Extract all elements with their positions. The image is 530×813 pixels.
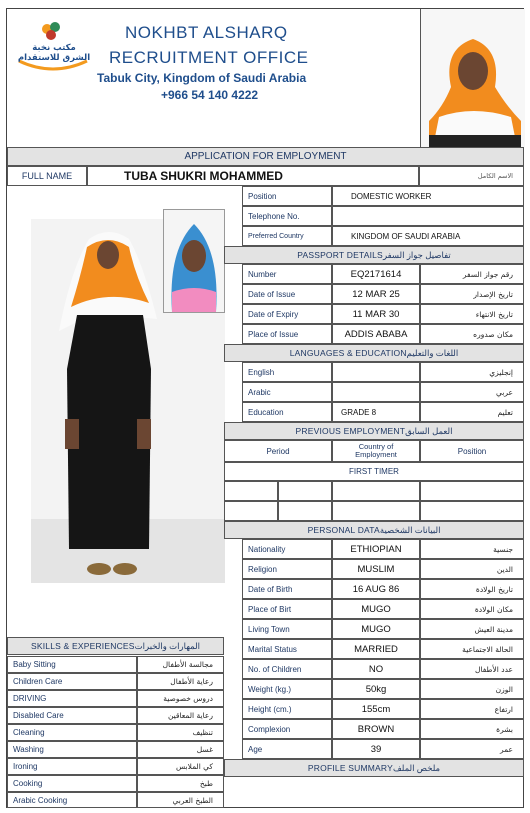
education-value-cell: [332, 402, 420, 422]
place-of-issue-arabic-cell: [420, 324, 524, 344]
company-location: Tabuk City, Kingdom of Saudi Arabia: [97, 71, 307, 85]
logo-arabic-text: مكتب نخبة الشرق للاستقدام: [17, 43, 91, 63]
preferred-country-value-cell: [332, 226, 524, 246]
height-value-cell: [332, 699, 420, 719]
employment-empty-cell-4: [420, 481, 524, 501]
date-of-expiry-label: Date of Expiry: [248, 309, 299, 319]
education-value: GRADE 8: [341, 407, 377, 417]
living-town-label: Living Town: [248, 624, 290, 634]
skill-label: Children Care: [13, 677, 63, 686]
full-name-label: FULL NAME: [21, 171, 73, 181]
english-label-cell: [242, 362, 332, 382]
skill-arabic-cell: [137, 707, 224, 724]
arabic-label: Arabic: [248, 387, 271, 397]
passport-number-value: EQ2171614: [350, 268, 402, 280]
english-arabic: إنجليزي: [489, 367, 513, 377]
date-of-issue-label: Date of Issue: [248, 289, 296, 299]
skill-label: Disabled Care: [13, 711, 64, 720]
period-column-label: Period: [266, 446, 290, 456]
telephone-label: Telephone No.: [248, 211, 300, 221]
company-name-line1: NOKHBT ALSHARQ: [125, 23, 288, 42]
date-of-issue-arabic: تاريخ الإصدار: [473, 289, 513, 299]
complexion-arabic-cell: [420, 719, 524, 739]
marital-status-value: MARRIED: [354, 643, 398, 655]
english-arabic-cell: [420, 362, 524, 382]
weight-arabic: الوزن: [495, 684, 513, 694]
telephone-label-cell: [242, 206, 332, 226]
weight-arabic-cell: [420, 679, 524, 699]
passport-section-header: [224, 246, 524, 264]
age-arabic: عمر: [500, 744, 513, 754]
skill-label: Cooking: [13, 779, 43, 788]
skill-label-cell: [7, 690, 137, 707]
date-of-expiry-label-cell: [242, 304, 332, 324]
application-title-text: APPLICATION FOR EMPLOYMENT: [184, 151, 347, 162]
place-of-issue-label: Place of Issue: [248, 329, 299, 339]
position-value-cell: [332, 186, 524, 206]
living-town-arabic-cell: [420, 619, 524, 639]
complexion-label-cell: [242, 719, 332, 739]
education-arabic-cell: [420, 402, 524, 422]
period-column-header: [224, 440, 332, 462]
skill-label-cell: [7, 724, 137, 741]
age-value-cell: [332, 739, 420, 759]
position-label: Position: [248, 191, 277, 201]
skill-arabic: دروس خصوصية: [163, 694, 213, 703]
full-name-arabic-label: الاسم الكامل: [477, 172, 513, 180]
skill-arabic: الطبخ العربي: [172, 795, 213, 805]
previous-employment-title-arabic: العمل السابق: [405, 425, 453, 436]
company-logo: [13, 17, 93, 73]
first-timer-text: FIRST TIMER: [349, 467, 399, 476]
preferred-country-label-cell: [242, 226, 332, 246]
english-value-cell: [332, 362, 420, 382]
header-portrait-photo: [420, 9, 524, 147]
weight-label: Weight (kg.): [248, 684, 291, 694]
religion-label: Religion: [248, 564, 277, 574]
employment-empty-cell-2: [278, 481, 332, 501]
preferred-country-label: Preferred Country: [248, 232, 304, 240]
skill-arabic-cell: [137, 775, 224, 792]
previous-employment-title: PREVIOUS EMPLOYMENT: [295, 426, 406, 436]
skill-label-cell: [7, 741, 137, 758]
company-phone: +966 54 140 4222: [161, 88, 259, 102]
nationality-arabic-cell: [420, 539, 524, 559]
full-name-label-cell: [7, 166, 87, 186]
place-of-issue-label-cell: [242, 324, 332, 344]
age-label: Age: [248, 744, 263, 754]
english-label: English: [248, 367, 275, 377]
age-label-cell: [242, 739, 332, 759]
skill-label-cell: [7, 758, 137, 775]
skill-label-cell: [7, 707, 137, 724]
date-of-expiry-value: 11 MAR 30: [352, 308, 400, 320]
skill-label-cell: [7, 775, 137, 792]
weight-value: 50kg: [365, 683, 387, 695]
complexion-arabic: بشرة: [496, 724, 513, 734]
application-form: [6, 8, 524, 808]
languages-title: LANGUAGES & EDUCATION: [289, 348, 407, 358]
telephone-value-cell: [332, 206, 524, 226]
skill-label: Cleaning: [13, 728, 45, 737]
skill-label: Ironing: [13, 762, 38, 771]
date-of-issue-arabic-cell: [420, 284, 524, 304]
full-name-value: TUBA SHUKRI MOHAMMED: [124, 169, 283, 183]
position-label-cell: [242, 186, 332, 206]
passport-title-arabic: تفاصيل جواز السفر: [382, 249, 451, 260]
skill-arabic: طبخ: [199, 779, 213, 788]
religion-label-cell: [242, 559, 332, 579]
place-of-birth-value-cell: [332, 599, 420, 619]
full-name-arabic-cell: [419, 166, 524, 186]
skill-arabic: تنظيف: [192, 728, 213, 737]
marital-status-value-cell: [332, 639, 420, 659]
date-of-birth-label-cell: [242, 579, 332, 599]
employment-empty-cell-7: [332, 501, 420, 521]
passport-number-arabic: رقم جواز السفر: [462, 269, 513, 279]
skills-title-arabic: المهارات والخبرات: [134, 640, 201, 651]
skill-label: Arabic Cooking: [13, 795, 68, 805]
complexion-value-cell: [332, 719, 420, 739]
religion-value-cell: [332, 559, 420, 579]
marital-status-label: Marital Status: [248, 644, 297, 654]
languages-title-arabic: اللغات والتعليم: [406, 347, 459, 358]
passport-number-label: Number: [248, 269, 277, 279]
place-of-birth-value: MUGO: [361, 603, 391, 615]
application-title: [7, 147, 524, 166]
education-label-cell: [242, 402, 332, 422]
children-label: No. of Children: [248, 664, 302, 674]
nationality-label-cell: [242, 539, 332, 559]
employment-empty-cell-3: [332, 481, 420, 501]
face-photo: [163, 209, 225, 313]
date-of-expiry-arabic-cell: [420, 304, 524, 324]
children-value: NO: [368, 663, 384, 675]
marital-status-arabic: الحالة الاجتماعية: [462, 644, 513, 654]
place-of-birth-label-cell: [242, 599, 332, 619]
skill-arabic: غسل: [196, 745, 213, 754]
nationality-label: Nationality: [248, 544, 286, 554]
position-column-label: Position: [457, 446, 487, 456]
skill-label: Baby Sitting: [13, 660, 56, 669]
marital-status-arabic-cell: [420, 639, 524, 659]
personal-data-title-arabic: البيانات الشخصية: [379, 524, 441, 535]
skill-label-cell: [7, 673, 137, 690]
weight-value-cell: [332, 679, 420, 699]
personal-data-title: PERSONAL DATA: [307, 525, 380, 535]
employment-empty-cell-5: [224, 501, 278, 521]
passport-number-value-cell: [332, 264, 420, 284]
profile-summary-title: PROFILE SUMMARY: [307, 763, 393, 773]
age-arabic-cell: [420, 739, 524, 759]
date-of-issue-value-cell: [332, 284, 420, 304]
education-arabic: تعليم: [497, 407, 513, 417]
employment-empty-cell-8: [420, 501, 524, 521]
company-name-line2: RECRUITMENT OFFICE: [109, 48, 309, 67]
place-of-birth-arabic-cell: [420, 599, 524, 619]
living-town-arabic: مدينة العيش: [474, 624, 513, 634]
children-label-cell: [242, 659, 332, 679]
first-timer-row: [224, 462, 524, 481]
place-of-issue-value: ADDIS ABABA: [344, 328, 408, 340]
skill-arabic: رعاية المعاقين: [167, 711, 213, 720]
preferred-country-value: KINGDOM OF SAUDI ARABIA: [351, 231, 461, 241]
place-of-birth-arabic: مكان الولادة: [474, 604, 513, 614]
profile-summary-header: [224, 759, 524, 777]
arabic-label-cell: [242, 382, 332, 402]
religion-arabic-cell: [420, 559, 524, 579]
face-portrait-icon: [164, 210, 224, 312]
skill-arabic-cell: [137, 724, 224, 741]
place-of-issue-arabic: مكان صدوره: [473, 329, 513, 339]
full-name-value-cell: [87, 166, 419, 186]
education-label: Education: [248, 407, 284, 417]
arabic-value-cell: [332, 382, 420, 402]
religion-arabic: الدين: [496, 564, 513, 574]
date-of-birth-arabic: تاريخ الولادة: [475, 584, 513, 594]
personal-data-header: [224, 521, 524, 539]
date-of-expiry-arabic: تاريخ الانتهاء: [475, 309, 513, 319]
place-of-issue-value-cell: [332, 324, 420, 344]
age-value: 39: [370, 743, 382, 755]
skill-arabic: مجالسة الأطفال: [162, 660, 213, 669]
country-column-header: [332, 440, 420, 462]
skill-label: DRIVING: [13, 694, 47, 703]
country-column-label: Country of Employment: [355, 442, 397, 459]
passport-number-label-cell: [242, 264, 332, 284]
skill-arabic-cell: [137, 792, 224, 808]
nationality-arabic: جنسية: [493, 544, 513, 554]
languages-section-header: [224, 344, 524, 362]
arabic-arabic: عربي: [496, 387, 513, 397]
woman-portrait-icon: [421, 9, 525, 147]
skill-arabic-cell: [137, 690, 224, 707]
place-of-birth-label: Place of Birt: [248, 604, 292, 614]
date-of-birth-value-cell: [332, 579, 420, 599]
skill-label-cell: [7, 792, 137, 808]
date-of-birth-label: Date of Birth: [248, 584, 293, 594]
living-town-value-cell: [332, 619, 420, 639]
height-label: Height (cm.): [248, 704, 292, 714]
date-of-issue-value: 12 MAR 25: [352, 288, 400, 300]
employment-empty-cell-6: [278, 501, 332, 521]
profile-summary-title-arabic: ملخص الملف: [392, 762, 441, 773]
date-of-birth-arabic-cell: [420, 579, 524, 599]
date-of-expiry-value-cell: [332, 304, 420, 324]
skills-title: SKILLS & EXPERIENCES: [30, 641, 135, 651]
weight-label-cell: [242, 679, 332, 699]
complexion-label: Complexion: [248, 724, 291, 734]
skill-arabic-cell: [137, 673, 224, 690]
skill-arabic: رعاية الأطفال: [170, 677, 213, 686]
nationality-value-cell: [332, 539, 420, 559]
employment-empty-cell-1: [224, 481, 278, 501]
skills-section-header: [7, 637, 224, 655]
date-of-birth-value: 16 AUG 86: [352, 583, 400, 595]
children-value-cell: [332, 659, 420, 679]
marital-status-label-cell: [242, 639, 332, 659]
height-arabic-cell: [420, 699, 524, 719]
living-town-value: MUGO: [361, 623, 391, 635]
children-arabic: عدد الأطفال: [475, 664, 513, 674]
skill-arabic-cell: [137, 758, 224, 775]
position-column-header: [420, 440, 524, 462]
height-value: 155cm: [361, 703, 391, 715]
passport-number-arabic-cell: [420, 264, 524, 284]
previous-employment-header: [224, 422, 524, 440]
skill-label-cell: [7, 656, 137, 673]
date-of-issue-label-cell: [242, 284, 332, 304]
skill-arabic-cell: [137, 741, 224, 758]
nationality-value: ETHIOPIAN: [350, 543, 402, 555]
height-arabic: ارتفاع: [494, 704, 513, 714]
skill-arabic: كي الملابس: [175, 762, 213, 771]
children-arabic-cell: [420, 659, 524, 679]
height-label-cell: [242, 699, 332, 719]
living-town-label-cell: [242, 619, 332, 639]
religion-value: MUSLIM: [357, 563, 395, 575]
skill-label: Washing: [13, 745, 44, 754]
passport-title: PASSPORT DETAILS: [297, 250, 383, 260]
complexion-value: BROWN: [357, 723, 395, 735]
skill-arabic-cell: [137, 656, 224, 673]
position-value: DOMESTIC WORKER: [351, 191, 432, 201]
arabic-arabic-cell: [420, 382, 524, 402]
